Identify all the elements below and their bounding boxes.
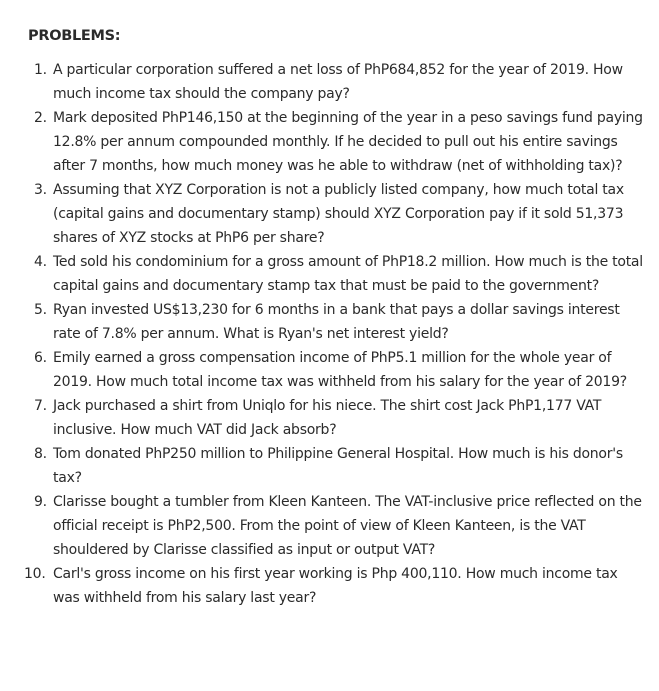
problem-text: Ted sold his condominium for a gross amount of PhP18.2 million. How much is the total capital gains and documentary stamp tax that must be paid to the government? bbox=[53, 254, 643, 294]
problem-number: 8. bbox=[34, 446, 47, 462]
problem-text: Carl's gross income on his first year working is Php 400,110. How much income tax was withheld from his salary last year? bbox=[53, 566, 618, 606]
problem-text: Emily earned a gross compensation income of PhP5.1 million for the whole year of 2019. How much total income tax was withheld from his salary for the year of 2019? bbox=[53, 350, 627, 390]
problem-number: 5. bbox=[34, 302, 47, 318]
problem-text: Clarisse bought a tumbler from Kleen Kanteen. The VAT-inclusive price reflected on the official receipt is PhP2,500. From the point of view of Kleen Kanteen, is the VAT shouldered by Clarisse classified as input or output VAT? bbox=[53, 494, 642, 558]
problem-item-9 bbox=[28, 490, 648, 562]
problem-number: 6. bbox=[34, 350, 47, 366]
problems-list bbox=[24, 58, 659, 610]
problem-item-10 bbox=[24, 562, 648, 610]
problem-item-1 bbox=[28, 58, 648, 106]
problem-number: 1. bbox=[34, 62, 47, 78]
problem-text: Jack purchased a shirt from Uniqlo for his niece. The shirt cost Jack PhP1,177 VAT inclusive. How much VAT did Jack absorb? bbox=[53, 398, 602, 438]
problem-text: Mark deposited PhP146,150 at the beginning of the year in a peso savings fund paying 12.8% per annum compounded monthly. If he decided to pull out his entire savings after 7 months, how much money was he able to withdraw (net of withholding tax)? bbox=[53, 110, 643, 174]
problem-item-8 bbox=[28, 442, 648, 490]
problem-number: 2. bbox=[34, 110, 47, 126]
problem-text: Ryan invested US$13,230 for 6 months in a bank that pays a dollar savings interest rate of 7.8% per annum. What is Ryan's net interest yield? bbox=[53, 302, 620, 342]
problem-item-3 bbox=[28, 178, 648, 250]
problem-number: 10. bbox=[24, 566, 46, 582]
problems-heading: PROBLEMS: bbox=[28, 28, 121, 44]
problem-number: 9. bbox=[34, 494, 47, 510]
problem-item-4 bbox=[28, 250, 648, 298]
problem-item-6 bbox=[28, 346, 648, 394]
problem-number: 7. bbox=[34, 398, 47, 414]
problem-item-2 bbox=[28, 106, 648, 178]
problem-number: 3. bbox=[34, 182, 47, 198]
problem-text: A particular corporation suffered a net loss of PhP684,852 for the year of 2019. How much income tax should the company pay? bbox=[53, 62, 623, 102]
problem-item-5 bbox=[28, 298, 648, 346]
problem-text: Tom donated PhP250 million to Philippine General Hospital. How much is his donor's tax? bbox=[53, 446, 623, 486]
problem-item-7 bbox=[28, 394, 648, 442]
problem-number: 4. bbox=[34, 254, 47, 270]
problem-text: Assuming that XYZ Corporation is not a publicly listed company, how much total tax (capital gains and documentary stamp) should XYZ Corporation pay if it sold 51,373 shares of XYZ stocks at PhP6 per share? bbox=[53, 182, 624, 246]
